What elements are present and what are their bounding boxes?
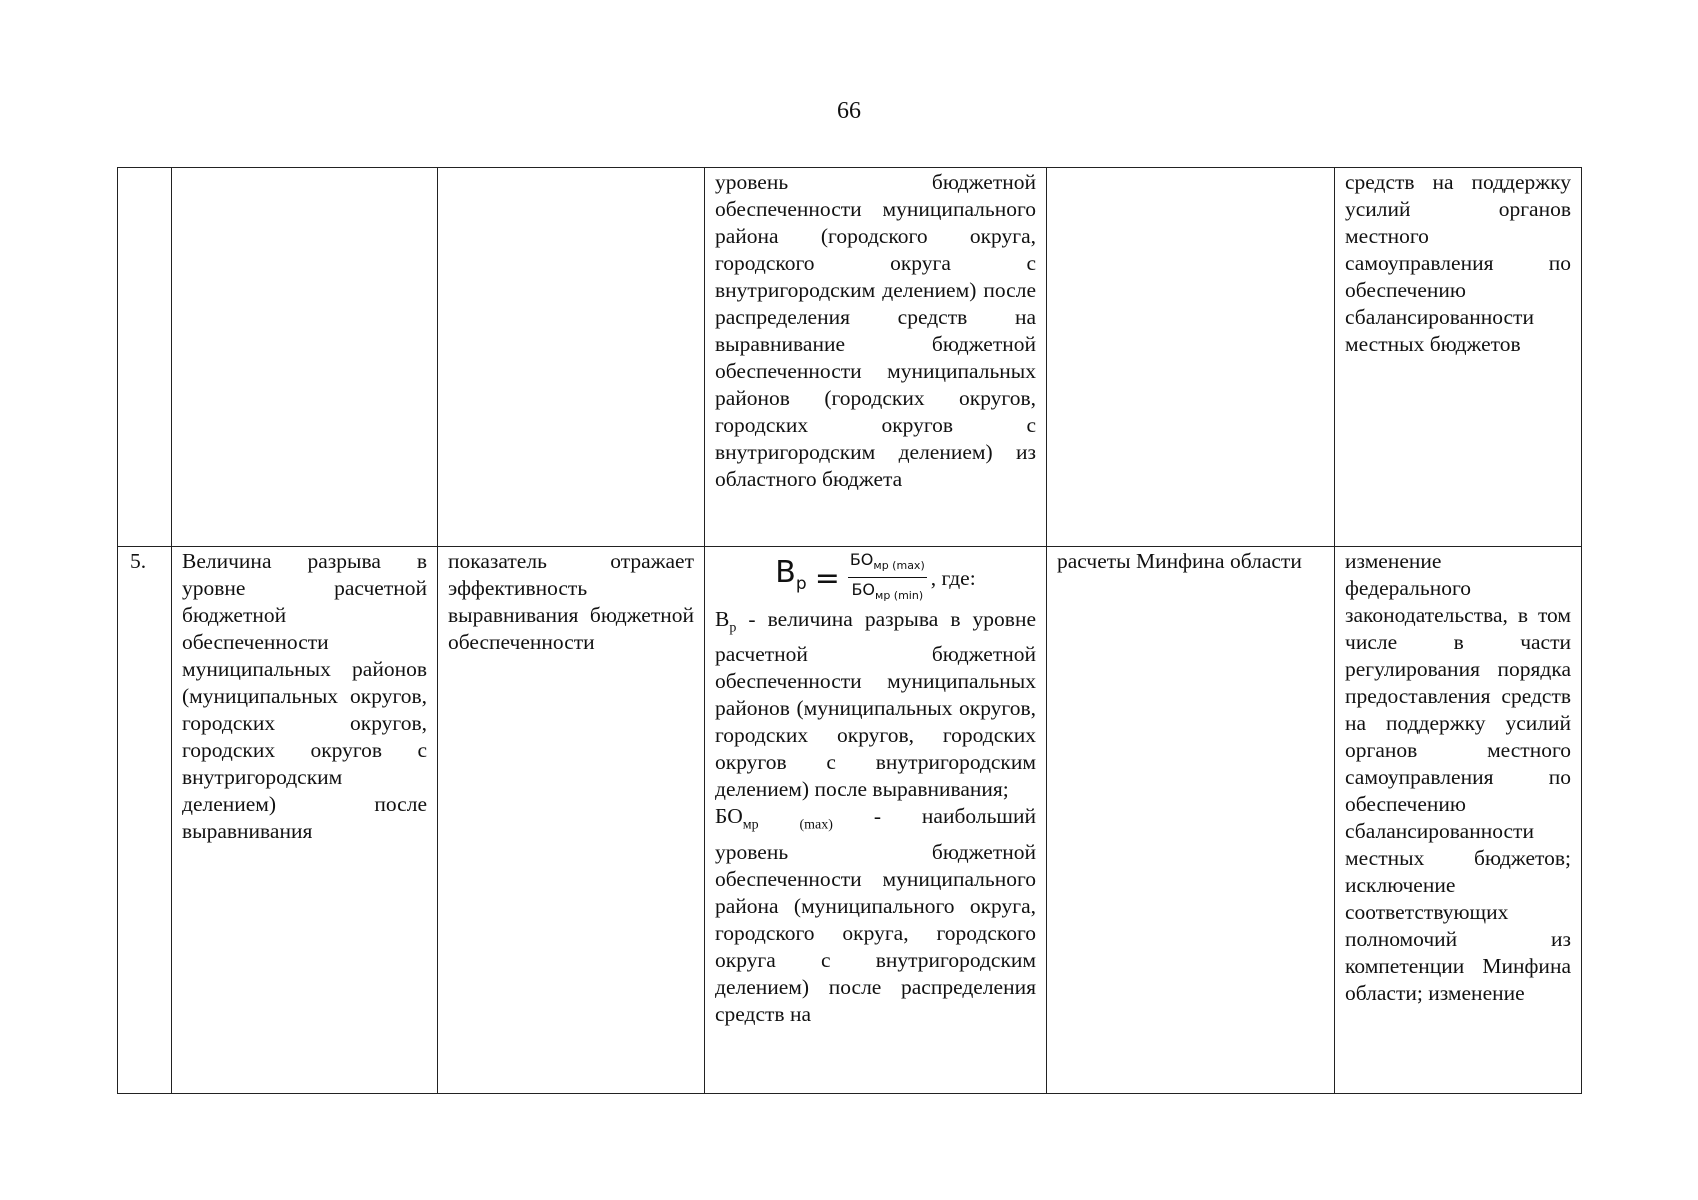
- indicator-name-cell: Величина разрыва в уровне расчетной бюджетной обеспеченности муниципальных районов (муниципальных округов, городских округов, городских округов с внутригородским делением) после выравнивания: [172, 547, 438, 1094]
- definition-symbol: $БО_{мр}$: [715, 804, 759, 833]
- data-source-cell: [1047, 168, 1335, 547]
- formula-numerator: $БО_{мр (max)}$: [848, 550, 927, 578]
- formula-fraction: [848, 550, 927, 606]
- indicator-description-cell: [438, 168, 705, 547]
- definition-gap: [715, 606, 1036, 803]
- calculation-method-cell: уровень бюджетной обеспеченности муниципального района (городского округа, городского округа с внутригородским делением) после распределения средств на выравнивание бюджетной обеспеченности муниципальных районов (городских округов, городских округов с внутригородским делением) из областного бюджета: [705, 168, 1047, 547]
- row-number-cell: [118, 168, 172, 547]
- indicator-name-cell: [172, 168, 438, 547]
- row-number-cell: 5.: [118, 547, 172, 1094]
- definition-text: - величина разрыва в уровне расчетной бюджетной обеспеченности муниципальных районов (муниципальных округов, городских округов, городских округов с внутригородским делением) после выравнивания;: [715, 607, 1036, 802]
- definition-word: наибольший: [921, 804, 1036, 829]
- data-source-cell: расчеты Минфина области: [1047, 547, 1335, 1094]
- table-row: [118, 168, 1582, 547]
- indicator-table: [117, 167, 1582, 1094]
- definition-max-text: уровень бюджетной обеспеченности муниципального района (муниципального округа, городского округа, городского округа с внутригородским делением) после распределения средств на: [715, 839, 1036, 1026]
- calculation-method-cell: [705, 547, 1047, 1094]
- formula: [715, 550, 1036, 606]
- definition-max-header: [715, 803, 1036, 838]
- definition-dash: -: [873, 804, 882, 829]
- formula-denominator: $БО_{мр (min)}$: [851, 580, 924, 603]
- risks-cell: средств на поддержку усилий органов местного самоуправления по обеспечению сбалансированности местных бюджетов: [1335, 168, 1582, 547]
- table-row: [118, 547, 1582, 1094]
- formula-equals-sign: =: [814, 560, 840, 596]
- formula-where: , где:: [930, 565, 976, 590]
- definition-symbol-suffix: (max): [799, 817, 833, 833]
- definition-symbol: $В_р$: [715, 607, 737, 636]
- formula-lhs: $В_р$: [775, 554, 807, 594]
- risks-cell: изменение федерального законодательства, в том числе в части регулирования порядка предоставления средств на поддержку усилий органов местного самоуправления по обеспечению сбалансированности местных бюджетов; исключение соответствующих полномочий из компетенции Минфина области; изменение: [1335, 547, 1582, 1094]
- page-number: 66: [837, 98, 861, 124]
- indicator-description-cell: показатель отражает эффективность выравнивания бюджетной обеспеченности: [438, 547, 705, 1094]
